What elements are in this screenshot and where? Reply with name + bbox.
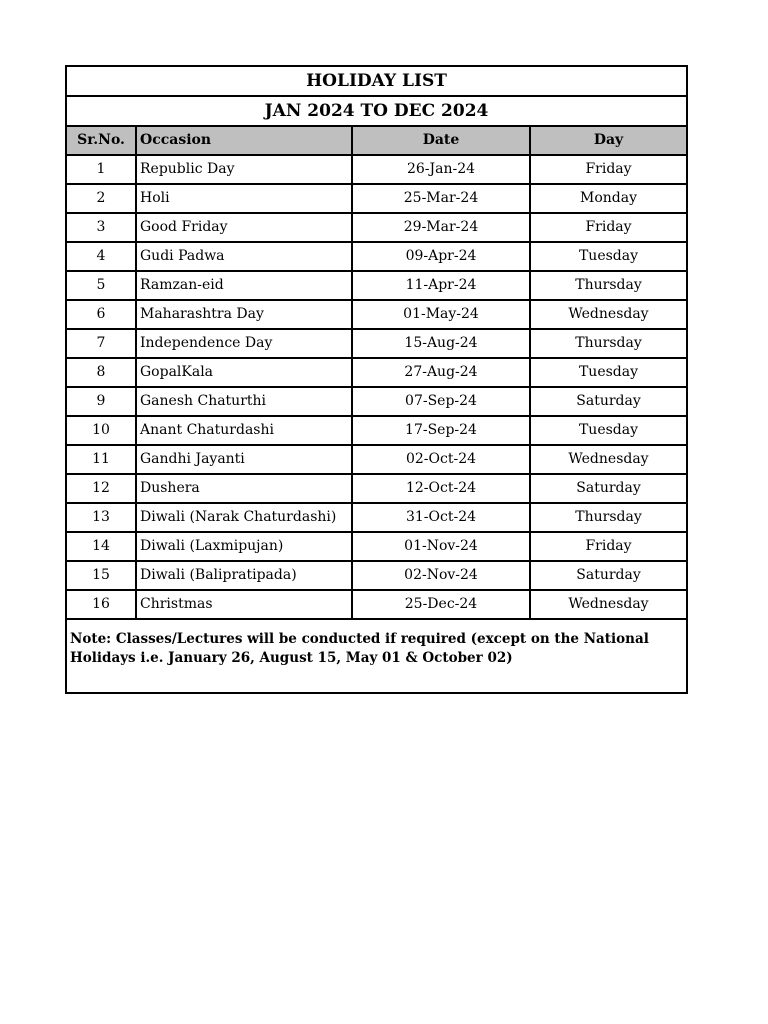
cell-date: 07-Sep-24	[352, 387, 530, 416]
table-row	[66, 474, 687, 503]
cell-date: 01-Nov-24	[352, 532, 530, 561]
cell-occasion: Gudi Padwa	[136, 242, 352, 271]
cell-date: 12-Oct-24	[352, 474, 530, 503]
cell-sr-no: 9	[66, 387, 136, 416]
cell-occasion: Diwali (Balipratipada)	[136, 561, 352, 590]
cell-occasion: Holi	[136, 184, 352, 213]
table-row	[66, 271, 687, 300]
cell-occasion: Maharashtra Day	[136, 300, 352, 329]
title-row	[66, 66, 687, 96]
cell-sr-no: 15	[66, 561, 136, 590]
header-date: Date	[352, 126, 530, 155]
cell-date: 25-Mar-24	[352, 184, 530, 213]
table-row	[66, 242, 687, 271]
cell-day: Wednesday	[530, 300, 687, 329]
cell-day: Monday	[530, 184, 687, 213]
cell-day: Friday	[530, 213, 687, 242]
cell-sr-no: 12	[66, 474, 136, 503]
cell-occasion: Ganesh Chaturthi	[136, 387, 352, 416]
cell-date: 25-Dec-24	[352, 590, 530, 619]
table-row	[66, 590, 687, 619]
cell-day: Tuesday	[530, 416, 687, 445]
cell-sr-no: 2	[66, 184, 136, 213]
cell-day: Wednesday	[530, 445, 687, 474]
cell-occasion: Ramzan-eid	[136, 271, 352, 300]
table-row	[66, 445, 687, 474]
cell-sr-no: 14	[66, 532, 136, 561]
page-title: HOLIDAY LIST	[66, 66, 687, 96]
cell-date: 17-Sep-24	[352, 416, 530, 445]
cell-day: Saturday	[530, 474, 687, 503]
cell-sr-no: 7	[66, 329, 136, 358]
table-row	[66, 503, 687, 532]
cell-sr-no: 10	[66, 416, 136, 445]
cell-date: 27-Aug-24	[352, 358, 530, 387]
page-subtitle: JAN 2024 TO DEC 2024	[66, 96, 687, 126]
cell-date: 09-Apr-24	[352, 242, 530, 271]
cell-occasion: Anant Chaturdashi	[136, 416, 352, 445]
note-text: Note: Classes/Lectures will be conducted if required (except on the National Holidays i.e. January 26, August 15, May 01 & October 02)	[66, 619, 687, 693]
cell-sr-no: 1	[66, 155, 136, 184]
cell-occasion: Christmas	[136, 590, 352, 619]
table-row	[66, 532, 687, 561]
cell-day: Tuesday	[530, 358, 687, 387]
cell-date: 29-Mar-24	[352, 213, 530, 242]
cell-day: Friday	[530, 155, 687, 184]
cell-date: 01-May-24	[352, 300, 530, 329]
table-row	[66, 329, 687, 358]
cell-day: Thursday	[530, 271, 687, 300]
cell-date: 02-Nov-24	[352, 561, 530, 590]
header-occasion: Occasion	[136, 126, 352, 155]
cell-day: Friday	[530, 532, 687, 561]
cell-date: 15-Aug-24	[352, 329, 530, 358]
column-header-row	[66, 126, 687, 155]
cell-occasion: Diwali (Narak Chaturdashi)	[136, 503, 352, 532]
cell-date: 02-Oct-24	[352, 445, 530, 474]
cell-occasion: Republic Day	[136, 155, 352, 184]
table-row	[66, 358, 687, 387]
cell-occasion: Diwali (Laxmipujan)	[136, 532, 352, 561]
cell-sr-no: 16	[66, 590, 136, 619]
cell-sr-no: 4	[66, 242, 136, 271]
cell-sr-no: 13	[66, 503, 136, 532]
cell-date: 26-Jan-24	[352, 155, 530, 184]
cell-date: 31-Oct-24	[352, 503, 530, 532]
note-row	[66, 619, 687, 693]
cell-sr-no: 8	[66, 358, 136, 387]
table-row	[66, 155, 687, 184]
cell-day: Tuesday	[530, 242, 687, 271]
cell-sr-no: 11	[66, 445, 136, 474]
cell-occasion: Good Friday	[136, 213, 352, 242]
table-row	[66, 184, 687, 213]
cell-day: Saturday	[530, 561, 687, 590]
cell-day: Thursday	[530, 329, 687, 358]
cell-sr-no: 6	[66, 300, 136, 329]
cell-occasion: GopalKala	[136, 358, 352, 387]
table-row	[66, 213, 687, 242]
cell-day: Thursday	[530, 503, 687, 532]
table-row	[66, 416, 687, 445]
header-day: Day	[530, 126, 687, 155]
table-row	[66, 387, 687, 416]
cell-occasion: Independence Day	[136, 329, 352, 358]
table-row	[66, 300, 687, 329]
cell-day: Wednesday	[530, 590, 687, 619]
holiday-list-table	[65, 65, 688, 694]
header-sr-no: Sr.No.	[66, 126, 136, 155]
cell-occasion: Gandhi Jayanti	[136, 445, 352, 474]
cell-day: Saturday	[530, 387, 687, 416]
table-row	[66, 561, 687, 590]
cell-occasion: Dushera	[136, 474, 352, 503]
cell-sr-no: 3	[66, 213, 136, 242]
cell-sr-no: 5	[66, 271, 136, 300]
subtitle-row	[66, 96, 687, 126]
cell-date: 11-Apr-24	[352, 271, 530, 300]
